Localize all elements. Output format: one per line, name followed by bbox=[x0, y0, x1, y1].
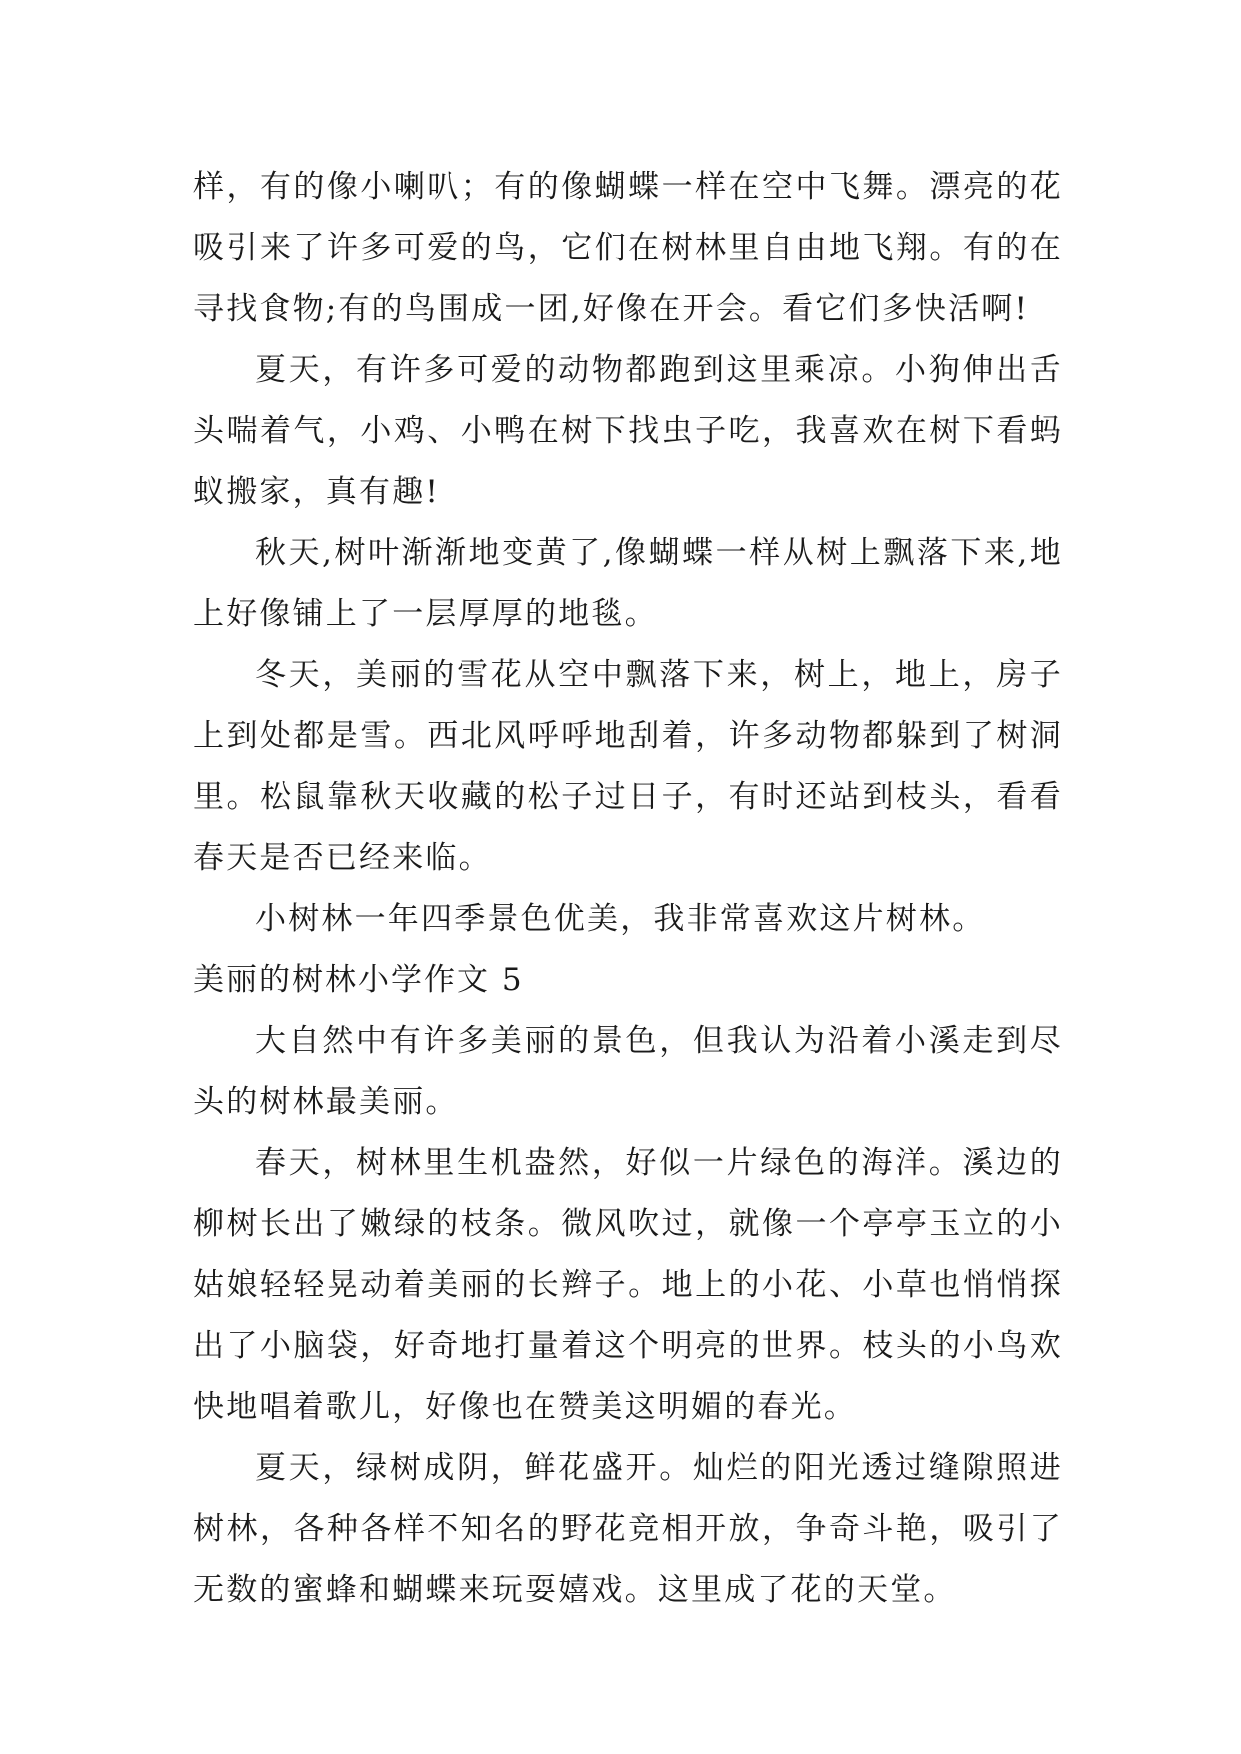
paragraph-birds: 样，有的像小喇叭；有的像蝴蝶一样在空中飞舞。漂亮的花吸引来了许多可爱的鸟，它们在树林里自由地飞翔。有的在寻找食物;有的鸟围成一团,好像在开会。看它们多快活啊! bbox=[193, 169, 1063, 327]
paragraph-intro-2: 大自然中有许多美丽的景色，但我认为沿着小溪走到尽头的树林最美丽。 bbox=[193, 1023, 1063, 1120]
paragraph-summer-2: 夏天，绿树成阴，鲜花盛开。灿烂的阳光透过缝隙照进树林，各种各样不知名的野花竞相开放，争奇斗艳，吸引了无数的蜜蜂和蝴蝶来玩耍嬉戏。这里成了花的天堂。 bbox=[193, 1450, 1063, 1608]
paragraph-spring-2: 春天，树林里生机盎然，好似一片绿色的海洋。溪边的柳树长出了嫩绿的枝条。微风吹过，就像一个亭亭玉立的小姑娘轻轻晃动着美丽的长辫子。地上的小花、小草也悄悄探出了小脑袋，好奇地打量着这个明亮的世界。枝头的小鸟欢快地唱着歌儿，好像也在赞美这明媚的春光。 bbox=[193, 1145, 1063, 1425]
document-body bbox=[193, 157, 1063, 1621]
paragraph-autumn: 秋天,树叶渐渐地变黄了,像蝴蝶一样从树上飘落下来,地上好像铺上了一层厚厚的地毯。 bbox=[193, 535, 1063, 632]
paragraph-summer: 夏天，有许多可爱的动物都跑到这里乘凉。小狗伸出舌头喘着气，小鸡、小鸭在树下找虫子吃，我喜欢在树下看蚂蚁搬家，真有趣! bbox=[193, 352, 1063, 510]
paragraph-winter: 冬天，美丽的雪花从空中飘落下来，树上，地上，房子上到处都是雪。西北风呼呼地刮着，许多动物都躲到了树洞里。松鼠靠秋天收藏的松子过日子，有时还站到枝头，看看春天是否已经来临。 bbox=[193, 657, 1063, 876]
paragraph-conclusion: 小树林一年四季景色优美，我非常喜欢这片树林。 bbox=[255, 901, 986, 937]
essay-heading: 美丽的树林小学作文 5 bbox=[193, 962, 524, 998]
